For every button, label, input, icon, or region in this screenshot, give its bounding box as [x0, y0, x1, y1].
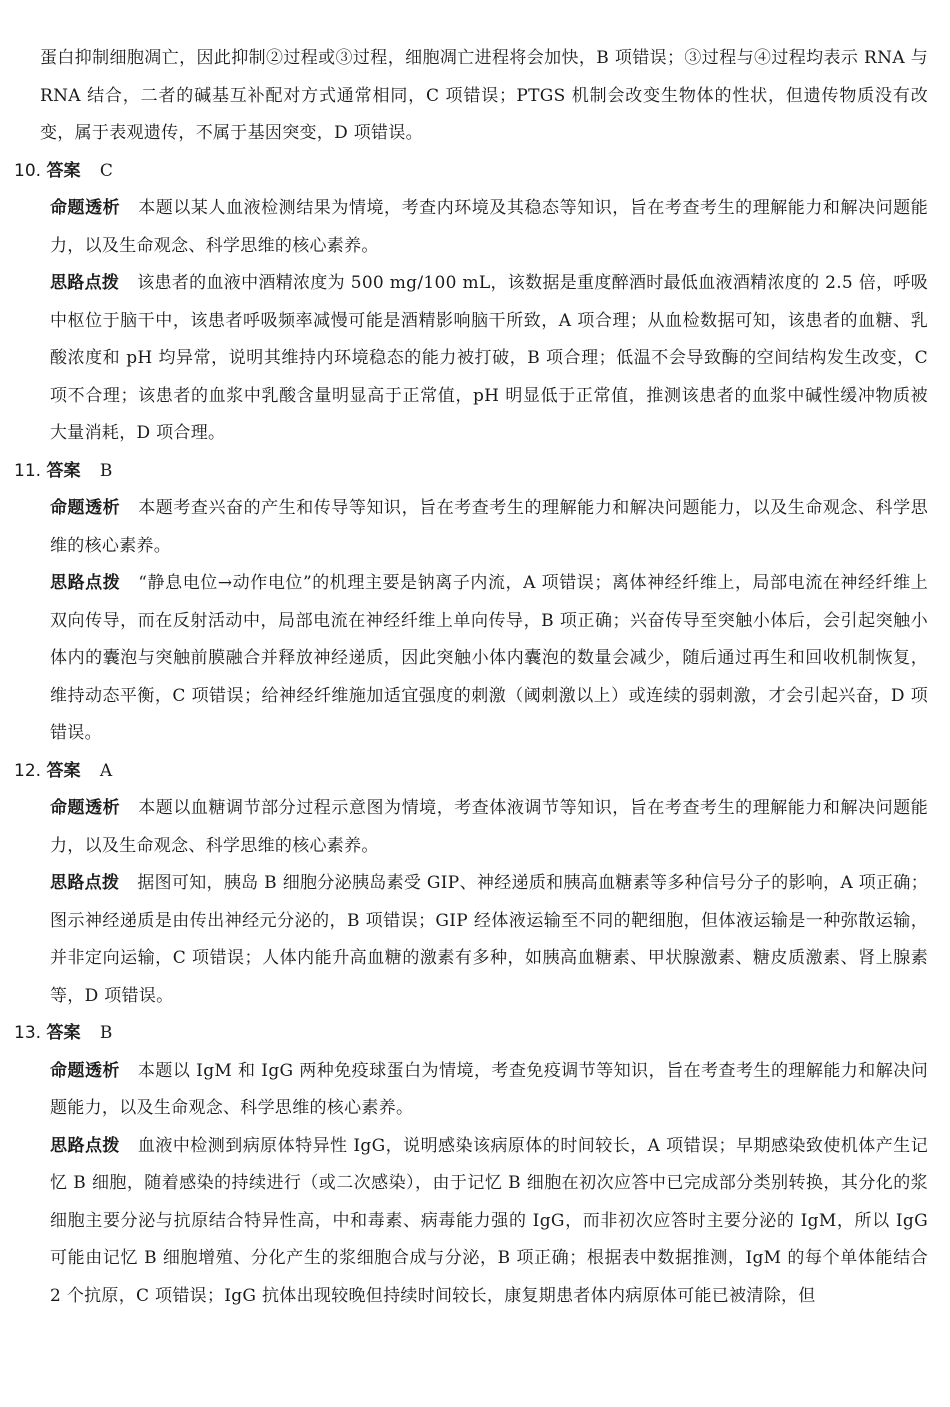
- answer-value: A: [99, 760, 113, 781]
- intent-label: 命题透析: [50, 798, 121, 818]
- answer-value: C: [99, 160, 113, 181]
- answer-label: 答案: [46, 1023, 81, 1043]
- intent-text: 本题考查兴奋的产生和传导等知识，旨在考查考生的理解能力和解决问题能力，以及生命观念、科学思维的核心素养。: [50, 498, 929, 556]
- question-number: 12.: [14, 760, 42, 781]
- answer-line: [0, 453, 950, 491]
- intent-label: 命题透析: [50, 198, 121, 218]
- question-13: [0, 1015, 950, 1315]
- answer-line: [0, 753, 950, 791]
- answer-line: [0, 1015, 950, 1053]
- intent-text: 本题以某人血液检测结果为情境，考查内环境及其稳态等知识，旨在考查考生的理解能力和解决问题能力，以及生命观念、科学思维的核心素养。: [50, 198, 929, 256]
- intent-paragraph: [0, 190, 950, 265]
- hint-text: 据图可知，胰岛 B 细胞分泌胰岛素受 GIP、神经递质和胰高血糖素等多种信号分子的影响，A 项正确；图示神经递质是由传出神经元分泌的，B 项错误；GIP 经体液运输至不同的靶细胞，但体液运输是一种弥散运输，并非定向运输，C 项错误；人体内能升高血糖的激素有多种，如胰高血糖素、甲状腺激素、糖皮质激素、肾上腺素等，D 项错误。: [50, 873, 928, 1006]
- hint-label: 思路点拨: [50, 273, 120, 293]
- answer-label: 答案: [46, 160, 81, 181]
- hint-paragraph: [0, 865, 950, 1015]
- hint-label: 思路点拨: [50, 1135, 120, 1156]
- document-page: [0, 40, 950, 1315]
- hint-text: “静息电位→动作电位”的机理主要是钠离子内流，A 项错误；离体神经纤维上，局部电流在神经纤维上双向传导，而在反射活动中，局部电流在神经纤维上单向传导，B 项正确；兴奋传导至突触小体后，会引起突触小体内的囊泡与突触前膜融合并释放神经递质，因此突触小体内囊泡的数量会减少，随后通过再生和回收机制恢复，维持动态平衡，C 项错误；给神经纤维施加适宜强度的刺激（阈刺激以上）或连续的弱刺激，才会引起兴奋，D 项错误。: [50, 573, 928, 743]
- question-10: [0, 153, 950, 453]
- intent-paragraph: [0, 490, 950, 565]
- answer-value: B: [99, 460, 113, 481]
- question-number: 13.: [14, 1023, 42, 1043]
- question-number: 11.: [14, 460, 42, 481]
- hint-paragraph: [0, 265, 950, 453]
- question-12: [0, 753, 950, 1016]
- hint-text: 该患者的血液中酒精浓度为 500 mg/100 mL，该数据是重度醉酒时最低血液酒精浓度的 2.5 倍，呼吸中枢位于脑干中，该患者呼吸频率减慢可能是酒精影响脑干所致，A 项合理；从血检数据可知，该患者的血糖、乳酸浓度和 pH 均异常，说明其维持内环境稳态的能力被打破，B 项合理；低温不会导致酶的空间结构发生改变，C 项不合理；该患者的血浆中乳酸含量明显高于正常值，pH 明显低于正常值，推测该患者的血浆中碱性缓冲物质被大量消耗，D 项合理。: [50, 273, 928, 443]
- question-number: 10.: [14, 160, 42, 181]
- intent-label: 命题透析: [50, 498, 121, 518]
- intent-label: 命题透析: [50, 1060, 120, 1081]
- intent-text: 本题以 IgM 和 IgG 两种免疫球蛋白为情境，考查免疫调节等知识，旨在考查考生的理解能力和解决问题能力，以及生命观念、科学思维的核心素养。: [50, 1060, 929, 1118]
- hint-paragraph: [0, 565, 950, 753]
- answer-label: 答案: [46, 460, 81, 481]
- intent-text: 本题以血糖调节部分过程示意图为情境，考查体液调节等知识，旨在考查考生的理解能力和解决问题能力，以及生命观念、科学思维的核心素养。: [50, 798, 929, 856]
- hint-label: 思路点拨: [50, 573, 121, 593]
- hint-label: 思路点拨: [50, 873, 120, 893]
- answer-value: B: [99, 1023, 113, 1043]
- hint-text: 血液中检测到病原体特异性 IgG，说明感染该病原体的时间较长，A 项错误；早期感染致使机体产生记忆 B 细胞，随着感染的持续进行（或二次感染），由于记忆 B 细胞在初次应答中已完成部分类别转换，其分化的浆细胞主要分泌与抗原结合特异性高，中和毒素、病毒能力强的 IgG，而非初次应答时主要分泌的 IgM，所以 IgG 可能由记忆 B 细胞增殖、分化产生的浆细胞合成与分泌，B 项正确；根据表中数据推测，IgM 的每个单体能结合 2 个抗原，C 项错误；IgG 抗体出现较晚但持续时间较长，康复期患者体内病原体可能已被清除，但: [50, 1135, 928, 1306]
- question-11: [0, 453, 950, 753]
- intent-paragraph: [0, 1053, 950, 1128]
- intent-paragraph: [0, 790, 950, 865]
- hint-paragraph: [0, 1128, 950, 1316]
- answer-line: [0, 153, 950, 191]
- continuation-paragraph: 蛋白抑制细胞凋亡，因此抑制②过程或③过程，细胞凋亡进程将会加快，B 项错误；③过程与④过程均表示 RNA 与 RNA 结合，二者的碱基互补配对方式通常相同，C 项错误；PTGS 机制会改变生物体的性状，但遗传物质没有改变，属于表观遗传，不属于基因突变，D 项错误。: [40, 48, 928, 143]
- answer-label: 答案: [46, 760, 81, 781]
